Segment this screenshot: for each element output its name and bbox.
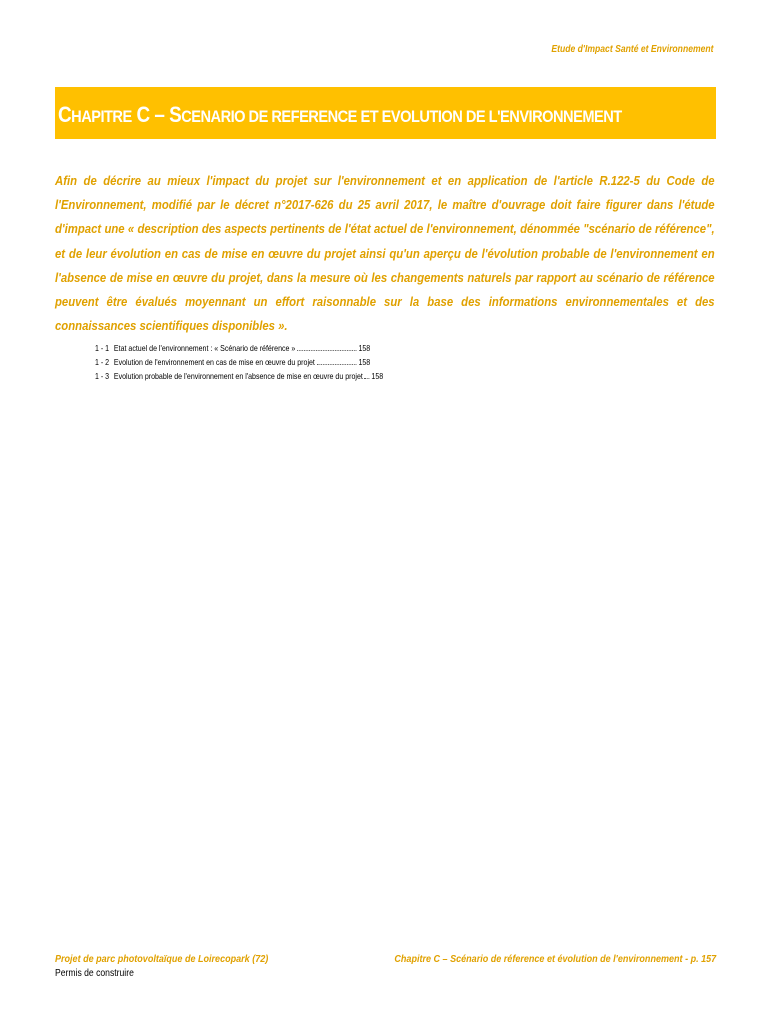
toc-entry-label: Evolution de l'environnement en cas de mise en œuvre du projet: [113, 358, 315, 367]
toc-entry-page: 158: [358, 358, 371, 367]
toc-entry-3[interactable]: [95, 370, 384, 384]
toc-leader-dots: [365, 378, 370, 379]
footer-left: [55, 952, 268, 982]
footer-project-name: Projet de parc photovoltaïque de Loirecopark (72): [55, 953, 269, 965]
toc-entry-number: 1 - 3: [95, 372, 110, 381]
chapter-title-subject: CENARIO DE REFERENCE ET EVOLUTION DE L'ENVIRONNEMENT: [181, 107, 622, 126]
toc-entry-number: 1 - 2: [95, 358, 110, 367]
footer-permit: Permis de construire: [55, 968, 134, 979]
running-header: Etude d'Impact Santé et Environnement: [551, 44, 714, 55]
toc-entry-1[interactable]: [95, 342, 370, 356]
toc-entry-page: 158: [358, 344, 371, 353]
intro-paragraph: Afin de décrire au mieux l'impact du projet sur l'environnement et en application de l'article R.122-5 du Code de l'Environnement, modifié par le décret n°2017-626 du 25 avril 2017, le maître d'ouvrage doit faire figurer dans l'étude d'impact une « description des aspects pertinents de l'état actuel de l'environnement, dénommée "scénario de référence", et de leur évolution en cas de mise en œuvre du projet ainsi qu'un aperçu de l'évolution probable de l'environnement en l'absence de mise en œuvre du projet, dans la mesure où les changements naturels par rapport au scénario de référence peuvent être évalués moyennant un effort raisonnable sur la base des informations environnementales et des connaissances scientifiques disponibles ».: [55, 173, 715, 334]
toc-entry-page: 158: [371, 372, 384, 381]
chapter-title-cap-s: S: [169, 102, 182, 127]
toc-leader-dots: [297, 350, 357, 351]
table-of-contents: [95, 342, 384, 384]
toc-entry-label: Evolution probable de l'environnement en l'absence de mise en œuvre du projet: [113, 372, 363, 381]
toc-entry-2[interactable]: [95, 356, 370, 370]
chapter-title-word-chapitre: HAPITRE: [71, 107, 132, 126]
footer-page-reference: Chapitre C – Scénario de réference et évolution de l'environnement - p. 157: [394, 953, 716, 965]
toc-entry-number: 1 - 1: [95, 344, 110, 353]
chapter-title: [58, 102, 622, 128]
chapter-banner: [55, 87, 716, 139]
chapter-title-letter: C –: [136, 102, 165, 127]
chapter-title-cap-c: C: [58, 102, 72, 127]
toc-leader-dots: [317, 364, 357, 365]
toc-entry-label: Etat actuel de l'environnement : « Scénario de référence »: [113, 344, 296, 353]
